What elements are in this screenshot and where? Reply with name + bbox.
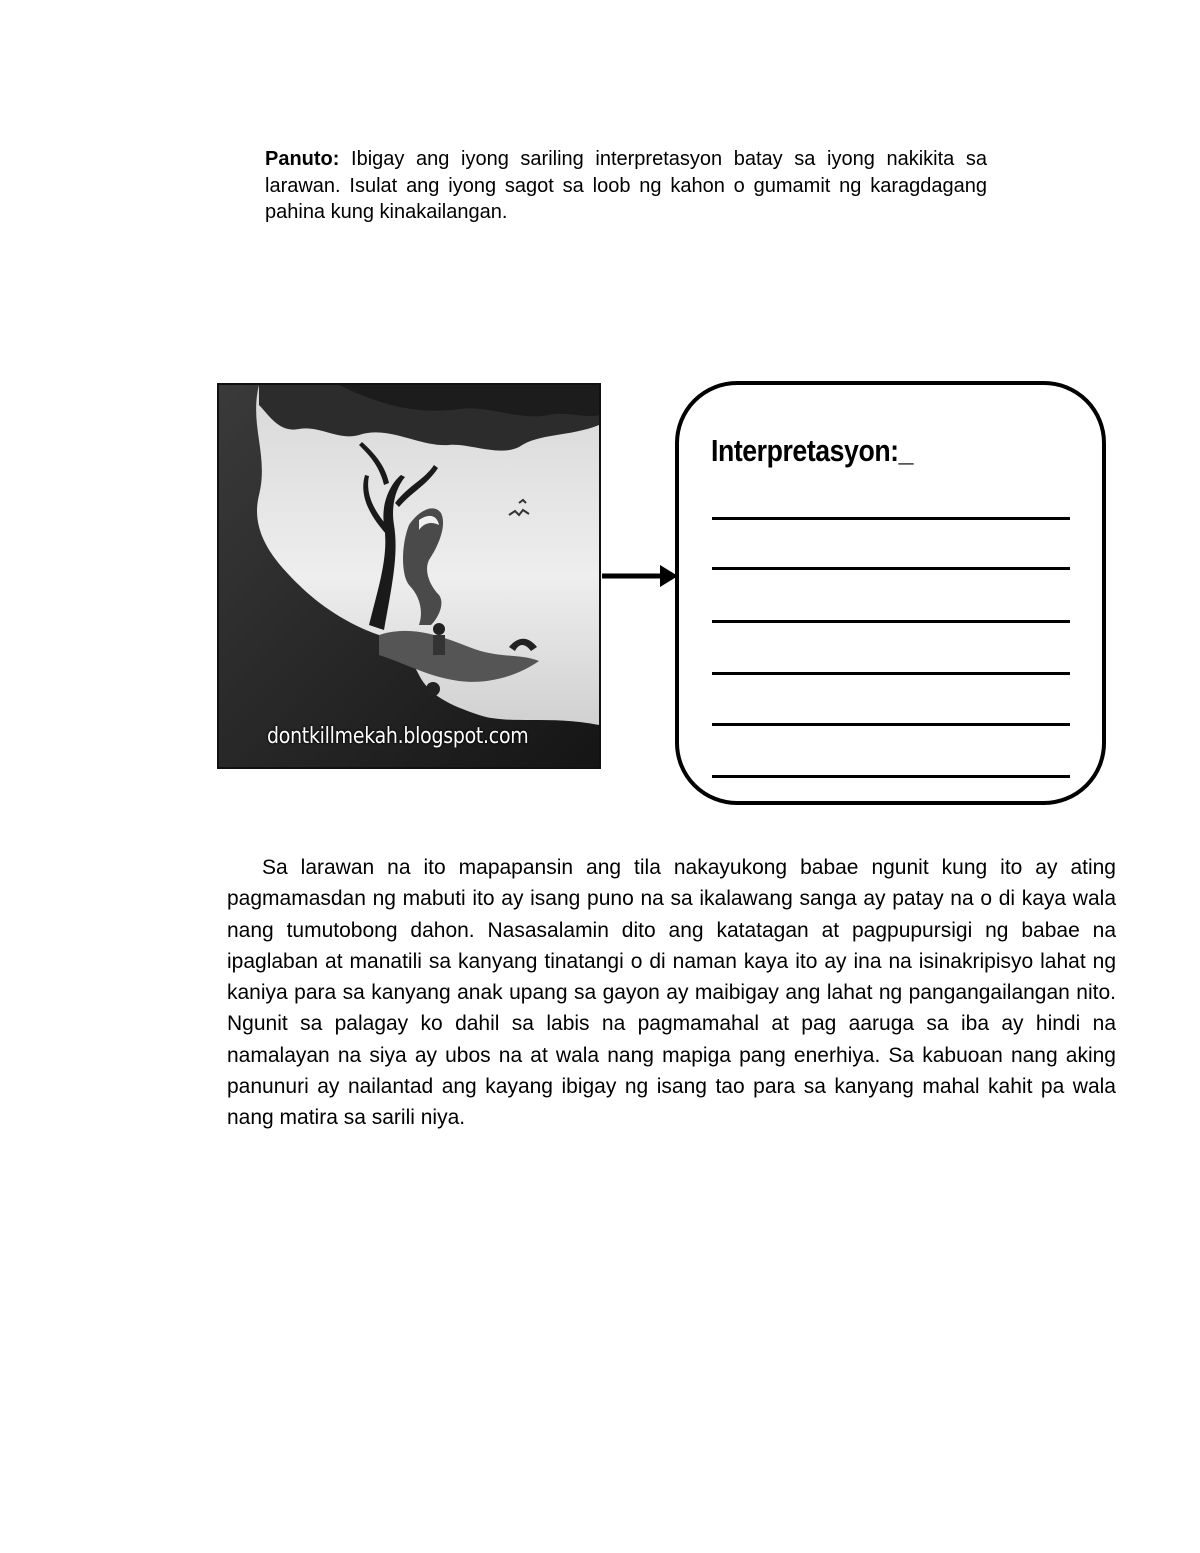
answer-line[interactable] [712, 567, 1070, 570]
instructions-label: Panuto: [265, 148, 340, 170]
watermark-text: dontkillmekah.blogspot.com [267, 724, 529, 749]
interpretation-answer-box [675, 381, 1106, 805]
instructions-paragraph [265, 146, 987, 226]
arrow-right-icon [600, 562, 680, 590]
illustration-drawing [219, 385, 599, 767]
answer-line[interactable] [712, 723, 1070, 726]
answer-line[interactable] [712, 775, 1070, 778]
answer-line[interactable] [712, 620, 1070, 623]
tree-woman-illustration [217, 383, 601, 769]
answer-box-title: Interpretasyon:_ [711, 433, 914, 468]
interpretation-essay: Sa larawan na ito mapapansin ang tila nakayukong babae ngunit kung ito ay ating pagmamasdan ng mabuti ito ay isang puno na sa ikalawang sanga ay patay na o di kaya wala nang tumutobong dahon. Nasasalamin dito ang katatagan at pagpupursigi ng babae na ipaglaban at manatili sa kanyang tinatangi o di naman kaya ito ay ina na isinakripisyo lahat ng kaniya para sa kanyang anak upang sa gayon ay maibigay ang lahat ng pangangailangan nito. Ngunit sa palagay ko dahil sa labis na pagmamahal at pag aaruga sa iba ay hindi na namalayan na siya ay ubos na at wala nang mapiga pang enerhiya. Sa kabuoan nang aking panunuri ay nailantad ang kayang ibigay ng isang tao para sa kanyang mahal kahit pa wala nang matira sa sarili niya. [227, 856, 1116, 1130]
answer-line[interactable] [712, 672, 1070, 675]
answer-line[interactable] [712, 517, 1070, 520]
instructions-text: Ibigay ang iyong sariling interpretasyon batay sa iyong nakikita sa larawan. Isulat ang iyong sagot sa loob ng kahon o gumamit ng karagdagang pahina kung kinakailangan. [265, 148, 987, 223]
